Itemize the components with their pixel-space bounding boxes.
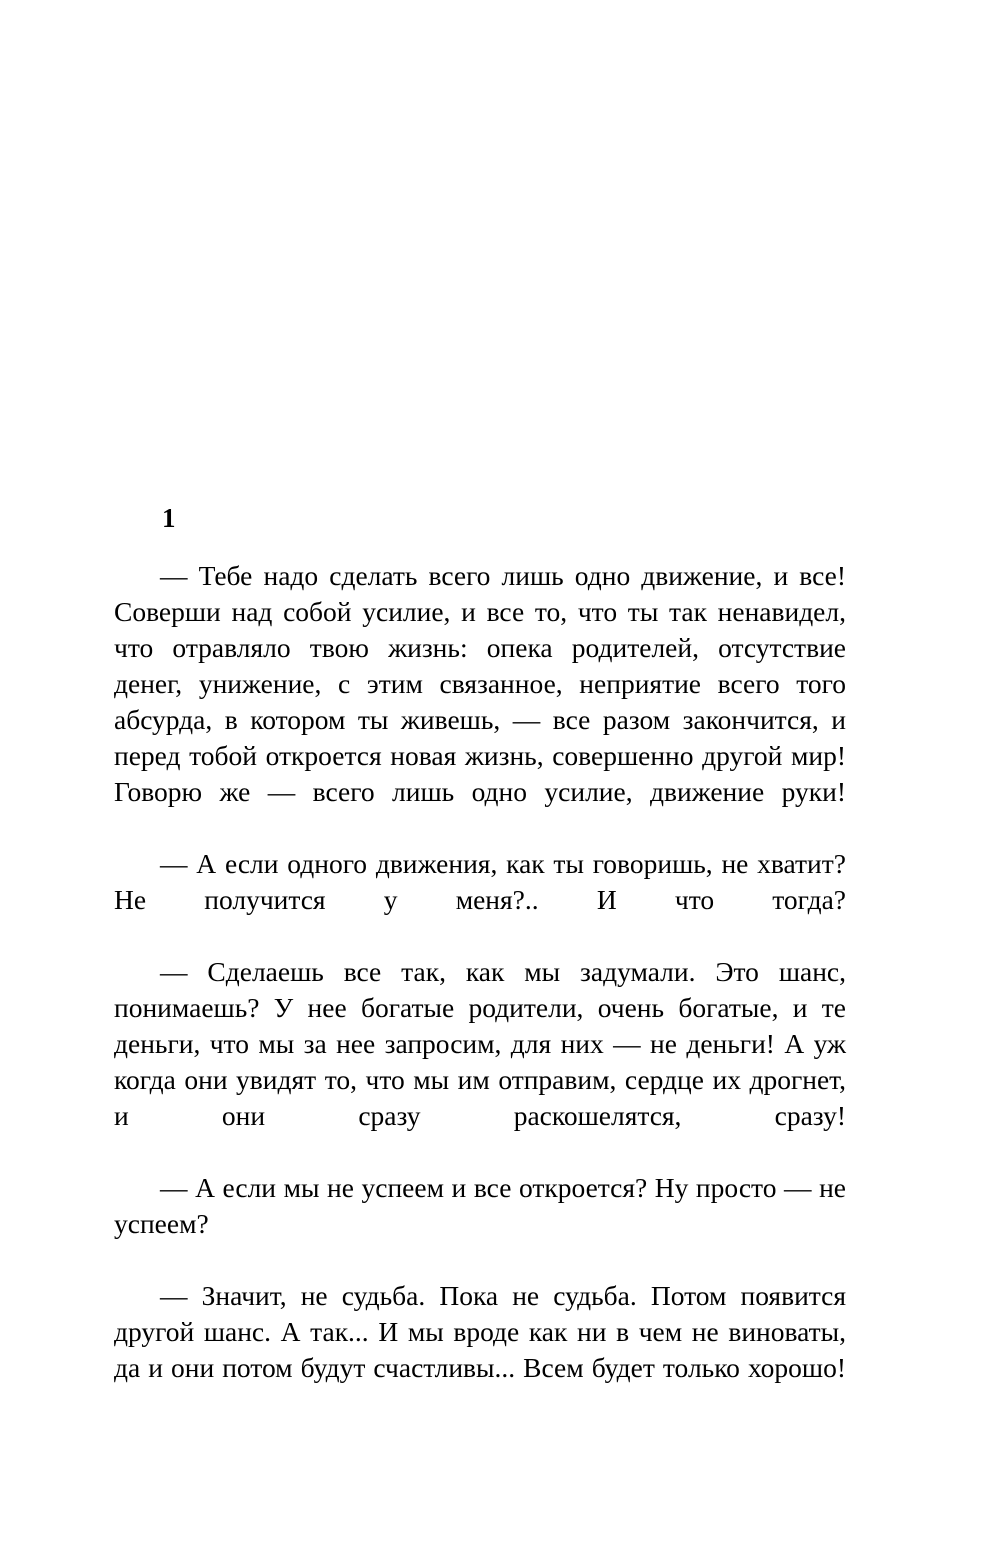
body-paragraph: — А если мы не успеем и все откроется? Ну просто — не успеем? [114,1172,846,1239]
page-text-block [114,505,846,1422]
body-paragraph: — Значит, не судьба. Пока не судьба. Потом появится другой шанс. А так... И мы вроде как ни в чем не виноваты, да и они потом будут счастливы... Всем будет только хорошо! [114,1280,846,1383]
body-paragraph: — Сделаешь все так, как мы задумали. Это шанс, понимаешь? У нее богатые родители, очень богатые, и те деньги, что мы за нее запросим, для них — не деньги! А уж когда они увидят то, что мы им отправим, сердце их дрогнет, и они сразу раскошелятся, сразу! [114,956,846,1131]
body-paragraph: — Тебе надо сделать всего лишь одно движение, и все! Соверши над собой усилие, и все то, что ты так ненавидел, что отравляло твою жизнь: опека родителей, отсутствие денег, унижение, с этим связанное, неприятие всего того абсурда, в котором ты живешь, — все разом закончится, и перед тобой откроется новая жизнь, совершенно другой мир! Говорю же — всего лишь одно усилие, движение руки! [114,560,846,807]
body-paragraph: — А если одного движения, как ты говоришь, не хватит? Не получится у меня?.. И что тогда? [114,848,846,915]
chapter-number: 1 [162,503,176,533]
